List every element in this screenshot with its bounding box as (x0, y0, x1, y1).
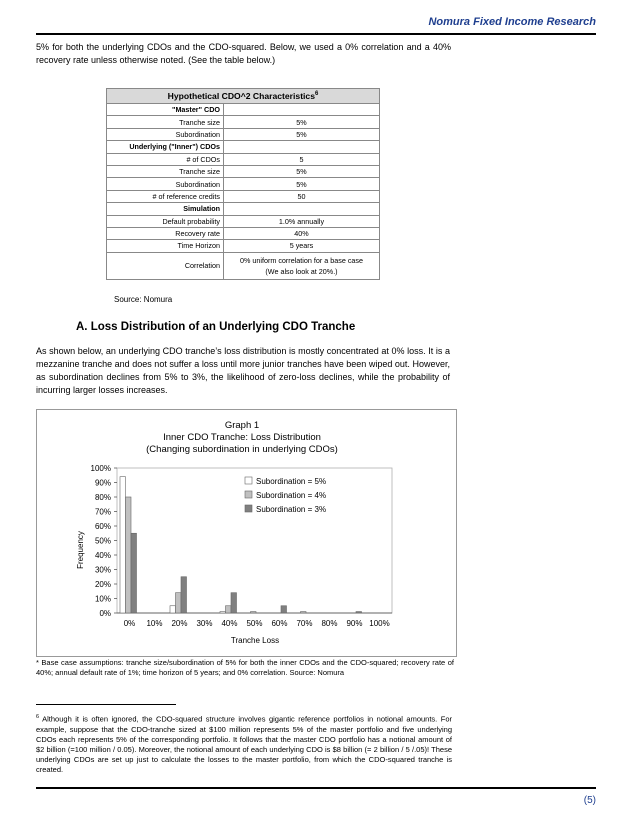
legend-swatch (245, 491, 252, 498)
section-title: A. Loss Distribution of an Underlying CDO Tranche (76, 321, 356, 333)
bar (131, 533, 137, 613)
table-row: Recovery rate 40% (107, 227, 380, 239)
table-row: Correlation 0% uniform correlation for a base case (We also look at 20%.) (107, 252, 380, 279)
y-tick-label: 70% (94, 507, 111, 517)
x-tick-label: 80% (321, 619, 338, 628)
y-tick-label: 90% (94, 478, 111, 488)
bar (231, 593, 237, 613)
x-tick-label: 60% (271, 619, 288, 628)
bar (126, 497, 132, 613)
chart-title: Graph 1 (224, 420, 260, 431)
y-tick-label: 0% (99, 609, 111, 618)
footer-rule (36, 787, 596, 789)
y-tick-label: 80% (94, 493, 111, 502)
table-title: Hypothetical CDO^2 Characteristics$^6$ (107, 89, 380, 104)
loss-distribution-chart (37, 410, 456, 656)
y-tick-label: 10% (94, 594, 111, 604)
legend-swatch (245, 505, 252, 512)
y-tick-label: 40% (94, 551, 111, 560)
characteristics-table (106, 88, 380, 280)
bar (301, 612, 307, 613)
table-section-simulation: Simulation (107, 203, 224, 215)
chart-subtitle-2: (Changing subordination in underlying CDOs) (146, 444, 338, 455)
bar (176, 593, 182, 613)
x-tick-label: 10% (146, 619, 163, 628)
chart-subtitle: Inner CDO Tranche: Loss Distribution (163, 432, 321, 443)
y-axis-label: Frequency (76, 531, 85, 569)
table-row: Tranche size 5% (107, 116, 380, 128)
y-tick-label: 60% (94, 522, 111, 531)
table-row: Subordination 5% (107, 128, 380, 140)
bar (356, 612, 362, 613)
x-tick-label: 50% (246, 619, 263, 628)
header-rule (36, 33, 596, 35)
y-tick-label: 100% (90, 464, 111, 473)
x-tick-label: 30% (196, 619, 213, 628)
table-row: # of reference credits 50 (107, 190, 380, 202)
table-row: Default probability 1.0% annually (107, 215, 380, 227)
x-tick-label: 0% (123, 619, 136, 628)
bar (120, 477, 126, 613)
chart-footnote: * Base case assumptions: tranche size/subordination of 5% for both the inner CDOs and the CDO-squared; recovery rate of 40%; annual default rate of 1%; time horizon of 5 years; and 0% correlation. Source: Nomura (36, 658, 454, 677)
plot-area (117, 468, 392, 613)
bar (251, 612, 257, 613)
footnote: $^6$ Although it is often ignored, the CDO-squared structure involves gigantic reference portfolios in notional amounts. For example, suppose that the CDO-tranche sized at $100 million represents 5% of the master portfolio and five underlying CDOs each represents 5% of the corresponding portfolio. It follows that the master CDO portfolio has a notional amount of $2 billion (=100 million / 0.05). Moreover, the notional amount of each underlying CDO is $8 billion (= 2 billion / 5 /.05)! These underlying CDOs are set up just to calculate the losses to the master portfolio, from which the CDO-squared tranche is created. (36, 714, 452, 774)
legend-swatch (245, 477, 252, 484)
y-tick-label: 20% (94, 580, 111, 589)
table-row: # of CDOs 5 (107, 153, 380, 165)
report-header: Nomura Fixed Income Research (428, 16, 596, 28)
x-tick-label: 40% (221, 619, 238, 628)
table-section-master: "Master" CDO (107, 104, 224, 116)
body-paragraph: As shown below, an underlying CDO tranche’s loss distribution is mostly concentrated at 0% loss. It is a mezzanine tranche and does not suffer a loss until more junior tranches have been wiped out. However, as subordination declines from 5% to 3%, the likelihood of zero-loss declines, while the probability of incurring larger losses increases. (36, 346, 450, 395)
bar (220, 612, 226, 613)
x-tick-label: 20% (171, 619, 188, 628)
bar (226, 606, 232, 613)
legend-label: Subordination = 3% (256, 505, 327, 514)
table-row: Tranche size 5% (107, 165, 380, 177)
legend-label: Subordination = 5% (256, 477, 327, 486)
x-axis-label: Tranche Loss (230, 636, 280, 645)
page-number: (5) (583, 795, 596, 806)
bar (170, 606, 176, 613)
intro-paragraph: 5% for both the underlying CDOs and the CDO-squared. Below, we used a 0% correlation and a 40% recovery rate unless otherwise noted. (See the table below.) (36, 42, 451, 65)
legend-label: Subordination = 4% (256, 491, 327, 500)
bar (181, 577, 187, 613)
table-source: Source: Nomura (114, 295, 173, 304)
y-tick-label: 30% (94, 565, 111, 575)
x-tick-label: 70% (296, 619, 313, 628)
table-row: Subordination 5% (107, 178, 380, 190)
x-tick-label: 90% (346, 619, 363, 628)
bar (281, 606, 287, 613)
table-section-inner: Underlying ("Inner") CDOs (107, 141, 224, 153)
x-tick-label: 100% (369, 619, 390, 628)
table-row: Time Horizon 5 years (107, 240, 380, 252)
y-tick-label: 50% (94, 536, 111, 546)
footnote-rule (36, 704, 176, 705)
chart-container (36, 409, 457, 657)
